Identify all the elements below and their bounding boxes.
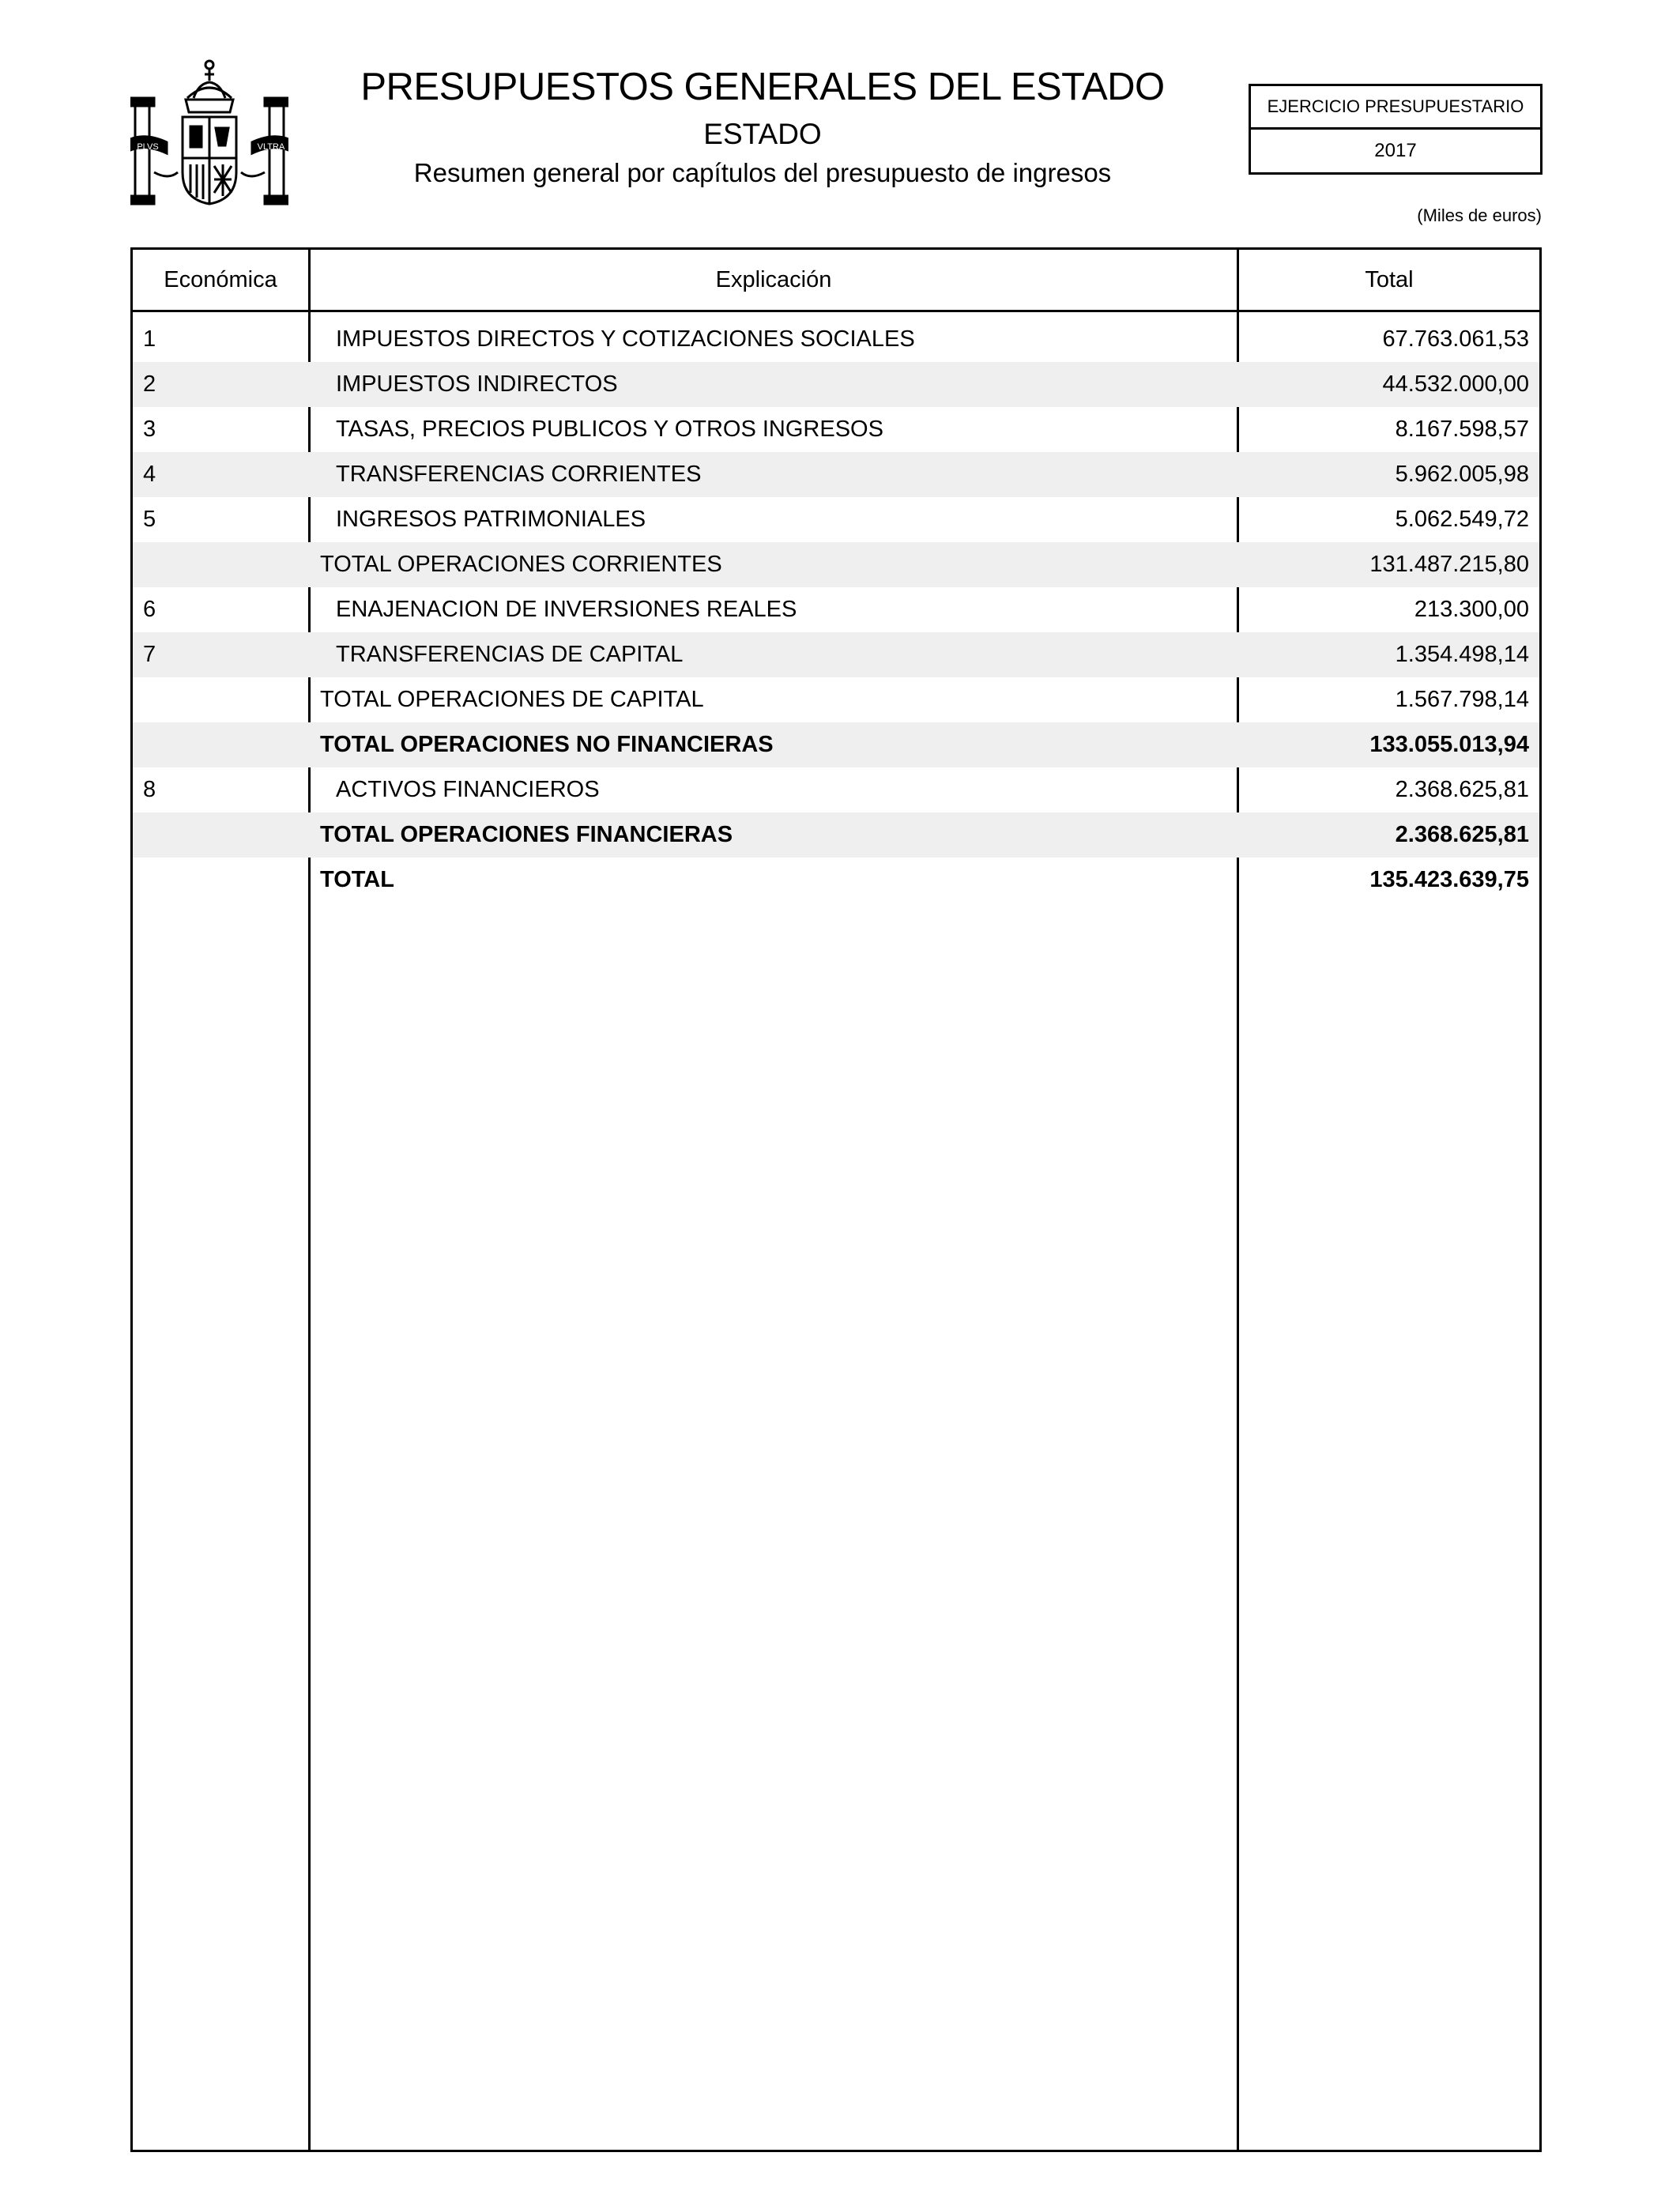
total-row	[133, 722, 1539, 767]
table-row	[133, 587, 1539, 632]
table-body	[133, 317, 1539, 903]
row-explanation: IMPUESTOS INDIRECTOS	[336, 371, 618, 397]
fiscal-year-box	[1249, 84, 1543, 175]
table-row	[133, 767, 1539, 812]
subtotal-row	[133, 677, 1539, 722]
row-total: 2.368.625,81	[1395, 777, 1529, 802]
fiscal-year-value: 2017	[1374, 140, 1417, 161]
row-code: 1	[143, 326, 156, 352]
subtotal-row	[133, 542, 1539, 587]
row-code: 4	[143, 462, 156, 487]
row-total: 133.055.013,94	[1369, 732, 1529, 757]
table-row	[133, 362, 1539, 407]
row-explanation: TRANSFERENCIAS CORRIENTES	[336, 462, 702, 487]
page-subtitle: ESTADO	[703, 118, 822, 150]
row-code: 5	[143, 507, 156, 532]
table-row	[133, 317, 1539, 362]
fiscal-year-label: EJERCICIO PRESUPUESTARIO	[1251, 86, 1540, 130]
table-row	[133, 407, 1539, 452]
page-title: PRESUPUESTOS GENERALES DEL ESTADO	[360, 66, 1165, 108]
row-total: 1.567.798,14	[1395, 687, 1529, 712]
row-code: 2	[143, 371, 156, 397]
row-explanation: INGRESOS PATRIMONIALES	[336, 507, 646, 532]
row-explanation: TRANSFERENCIAS DE CAPITAL	[336, 642, 684, 667]
row-code: 3	[143, 417, 156, 442]
motto-left: PLVS	[137, 142, 159, 152]
table-row	[133, 632, 1539, 677]
row-total: 5.062.549,72	[1395, 507, 1529, 532]
row-total: 2.368.625,81	[1395, 822, 1529, 847]
row-total: 44.532.000,00	[1382, 371, 1529, 397]
row-total: 131.487.215,80	[1369, 552, 1529, 577]
row-total: 67.763.061,53	[1382, 326, 1529, 352]
row-explanation: ACTIVOS FINANCIEROS	[336, 777, 600, 802]
table-header	[133, 250, 1539, 312]
row-explanation: IMPUESTOS DIRECTOS Y COTIZACIONES SOCIALES	[336, 326, 915, 352]
row-explanation: TOTAL	[320, 867, 394, 892]
row-total: 1.354.498,14	[1395, 642, 1529, 667]
row-total: 8.167.598,57	[1395, 417, 1529, 442]
row-explanation: TOTAL OPERACIONES CORRIENTES	[320, 552, 722, 577]
table-row	[133, 497, 1539, 542]
row-code: 8	[143, 777, 156, 802]
budget-table	[130, 247, 1542, 2152]
units-note: (Miles de euros)	[1417, 205, 1542, 225]
column-header-economica: Económica	[164, 267, 277, 292]
column-header-explicacion: Explicación	[715, 267, 832, 292]
grand-total-row	[133, 858, 1539, 903]
total-row	[133, 812, 1539, 858]
row-explanation: TOTAL OPERACIONES NO FINANCIERAS	[320, 732, 774, 757]
row-total: 5.962.005,98	[1395, 462, 1529, 487]
motto-right: VLTRA	[257, 142, 285, 152]
row-total: 135.423.639,75	[1369, 867, 1529, 892]
page-description: Resumen general por capítulos del presupuesto de ingresos	[413, 158, 1112, 187]
row-code: 6	[143, 597, 156, 622]
row-total: 213.300,00	[1414, 597, 1529, 622]
row-explanation: TOTAL OPERACIONES FINANCIERAS	[320, 822, 733, 847]
row-code: 7	[143, 642, 156, 667]
row-explanation: TOTAL OPERACIONES DE CAPITAL	[320, 687, 704, 712]
coat-of-arms-icon	[130, 54, 288, 209]
column-header-total: Total	[1365, 267, 1414, 292]
table-row	[133, 452, 1539, 497]
row-explanation: TASAS, PRECIOS PUBLICOS Y OTROS INGRESOS	[336, 417, 883, 442]
row-explanation: ENAJENACION DE INVERSIONES REALES	[336, 597, 797, 622]
